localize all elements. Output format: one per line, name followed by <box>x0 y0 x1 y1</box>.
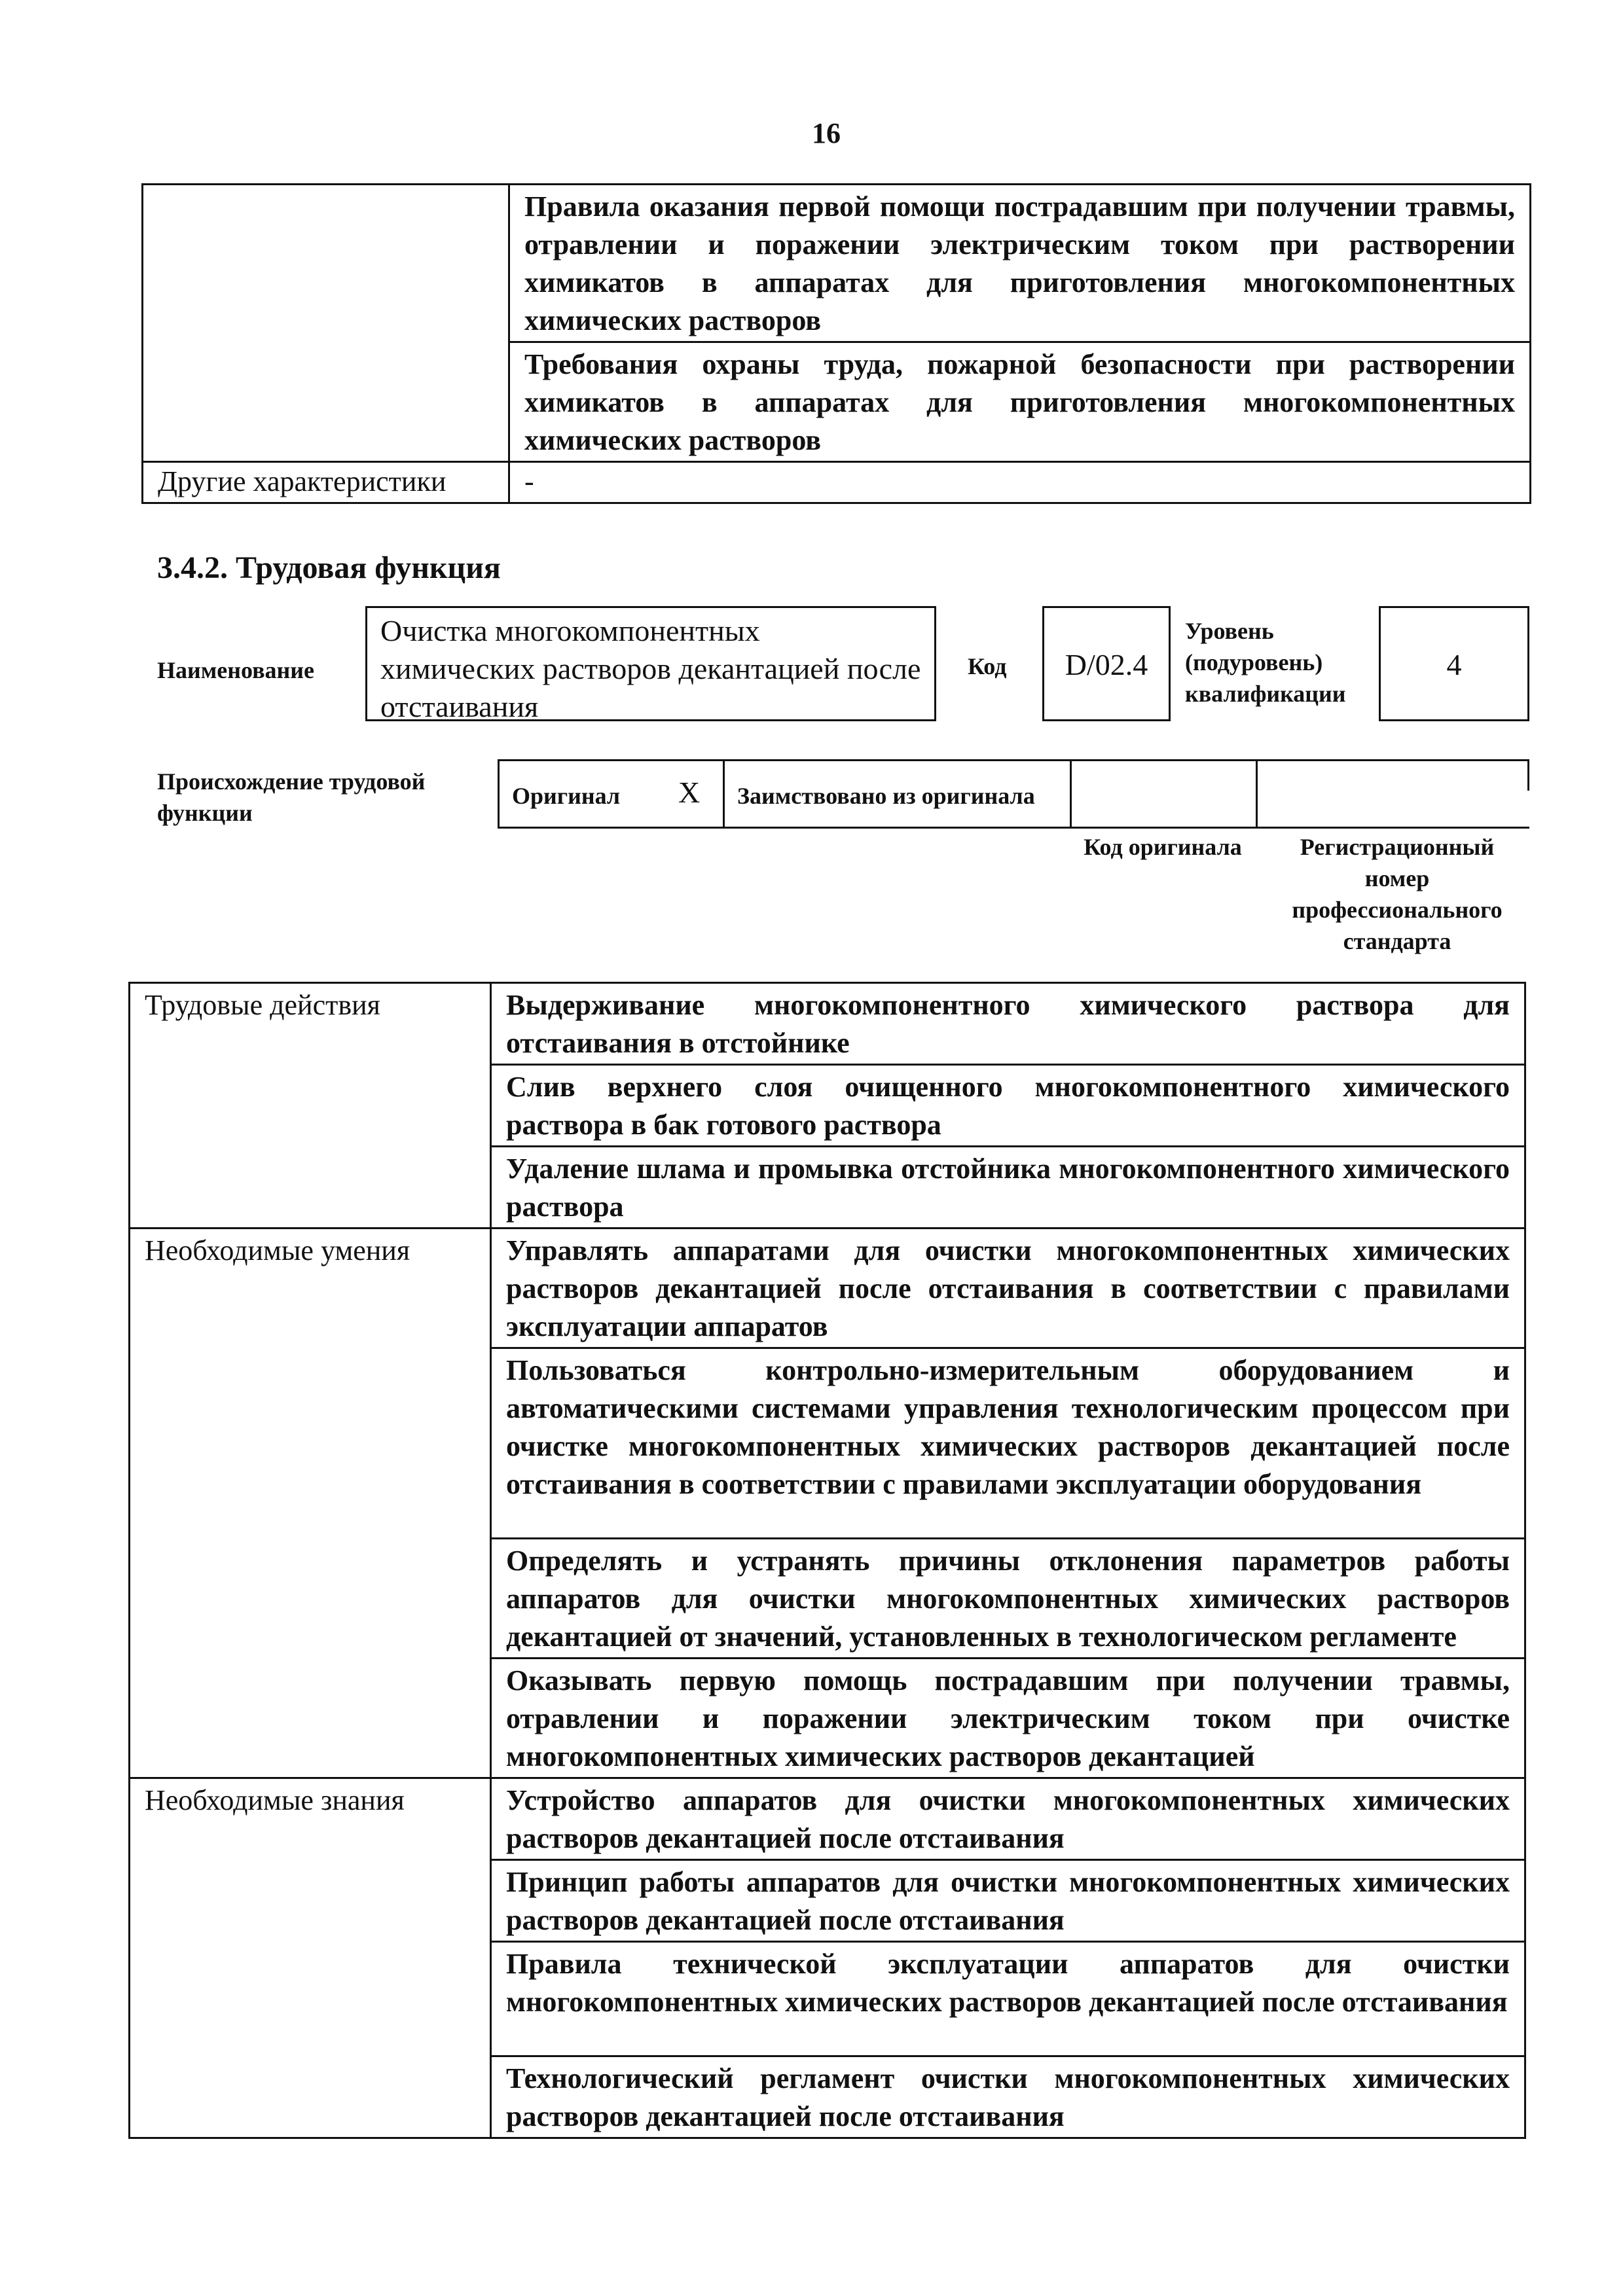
table-row <box>143 185 1531 342</box>
original-label: Оригинал <box>512 783 621 809</box>
function-name-box <box>365 606 936 721</box>
table-cell: - <box>509 462 1531 503</box>
table-cell: Технологический регламент очистки многокомпонентных химических растворов декантацией после отстаивания <box>491 2056 1525 2138</box>
original-mark: X <box>678 776 701 809</box>
divider <box>1070 759 1072 829</box>
reg-number-caption: Регистрационный номер профессионального стандарта <box>1292 834 1503 954</box>
origin-label: Происхождение трудовой функции <box>157 768 426 826</box>
main-table <box>128 982 1526 2139</box>
table-row <box>130 1778 1525 1860</box>
table-row <box>130 1229 1525 1348</box>
table-row <box>143 462 1531 503</box>
page-number: 16 <box>812 117 841 149</box>
code-original-caption: Код оригинала <box>1084 834 1242 860</box>
group-label: Трудовые действия <box>145 989 380 1021</box>
row-label-cell: Другие характеристики <box>143 462 509 503</box>
table-cell: Удаление шлама и промывка отстойника многокомпонентного химического раствора <box>491 1147 1525 1229</box>
code-box <box>1042 606 1171 721</box>
table-cell: Управлять аппаратами для очистки многокомпонентных химических растворов декантацией после отстаивания в соответствии с правилами эксплуатации аппаратов <box>491 1229 1525 1348</box>
table-cell: Слив верхнего слоя очищенного многокомпонентного химического раствора в бак готового раствора <box>491 1065 1525 1147</box>
table-cell: Правила оказания первой помощи пострадавшим при получении травмы, отравлении и поражении электрическим током при растворении химикатов в аппаратах для приготовления многокомпонентных химических растворов <box>509 185 1531 342</box>
table-cell: Устройство аппаратов для очистки многокомпонентных химических растворов декантацией после отстаивания <box>491 1778 1525 1860</box>
function-name: Очистка многокомпонентных химических растворов декантацией после отстаивания <box>380 614 921 723</box>
level-value: 4 <box>1446 648 1462 681</box>
table-cell: Принцип работы аппаратов для очистки многокомпонентных химических растворов декантацией после отстаивания <box>491 1860 1525 1942</box>
code-value: D/02.4 <box>1065 648 1148 681</box>
table-cell: Требования охраны труда, пожарной безопасности при растворении химикатов в аппаратах для приготовления многокомпонентных химических растворов <box>509 342 1531 462</box>
table-cell: Правила технической эксплуатации аппаратов для очистки многокомпонентных химических растворов декантацией после отстаивания <box>491 1942 1525 2056</box>
table-row <box>130 983 1525 1065</box>
level-label: Уровень (подуровень) квалификации <box>1185 618 1346 707</box>
name-label: Наименование <box>157 657 314 683</box>
table-cell: Оказывать первую помощь пострадавшим при получении травмы, отравлении и поражении электрическим током при очистке многокомпонентных химических растворов декантацией <box>491 1659 1525 1778</box>
group-label-cell <box>130 1229 491 1778</box>
group-label-cell <box>130 983 491 1229</box>
table-cell: Выдерживание многокомпонентного химического раствора для отстаивания в отстойнике <box>491 983 1525 1065</box>
divider <box>1256 759 1258 829</box>
table-cell: Пользоваться контрольно-измерительным оборудованием и автоматическими системами управления технологическим процессом при очистке многокомпонентных химических растворов декантацией после отстаивания в соответствии с правилами эксплуатации оборудования <box>491 1348 1525 1539</box>
section-title: 3.4.2. Трудовая функция <box>157 550 501 585</box>
group-label: Необходимые знания <box>145 1784 405 1816</box>
divider <box>1527 759 1529 791</box>
empty-label-cell <box>143 185 509 462</box>
group-label: Необходимые умения <box>145 1234 410 1266</box>
top-table <box>141 183 1531 504</box>
borrowed-label: Заимствовано из оригинала <box>737 783 1035 809</box>
level-box <box>1379 606 1529 721</box>
divider <box>723 759 725 829</box>
code-label: Код <box>968 653 1007 679</box>
group-label-cell <box>130 1778 491 2138</box>
table-cell: Определять и устранять причины отклонения параметров работы аппаратов для очистки многокомпонентных химических растворов декантацией от значений, установленных в технологическом регламенте <box>491 1539 1525 1659</box>
